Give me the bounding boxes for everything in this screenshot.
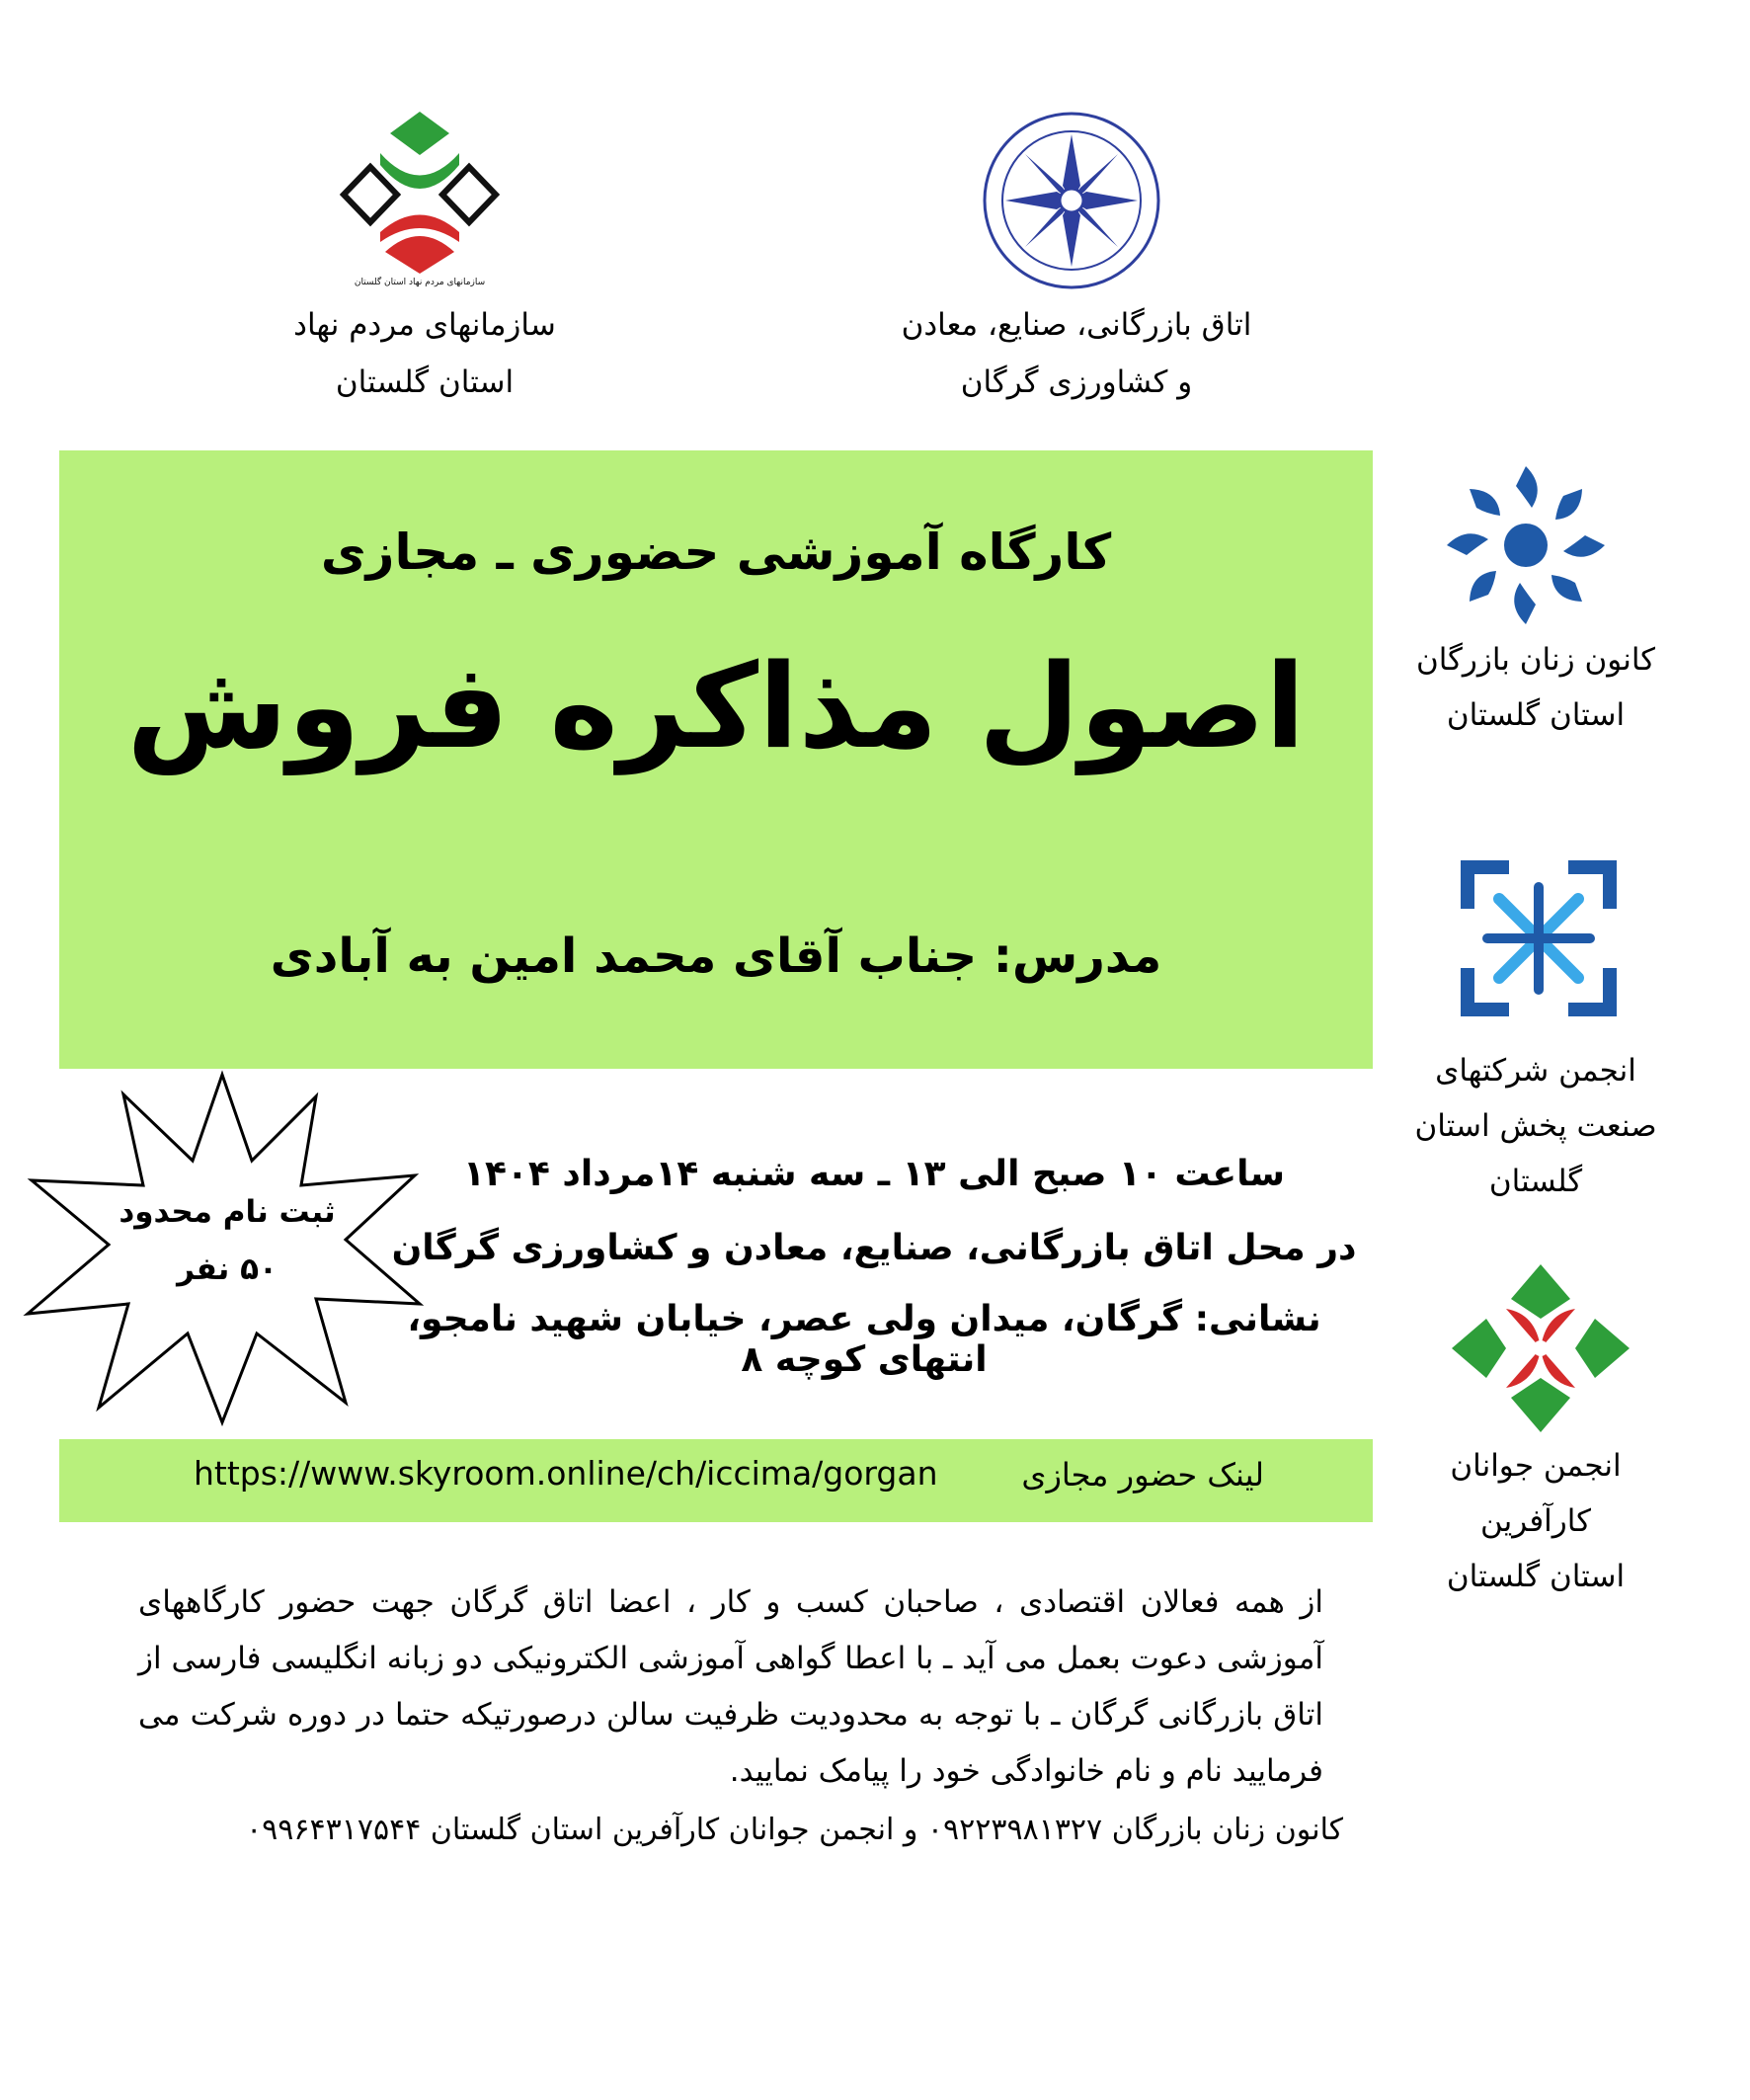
youth-line3: استان گلستان — [1446, 1559, 1626, 1594]
event-venue: در محل اتاق بازرگانی، صنایع، معادن و کشاورزی گرگان — [391, 1228, 1357, 1268]
event-time: ساعت ۱۰ صبح الی ۱۳ ـ سه شنبه ۱۴مرداد ۱۴۰۴ — [462, 1154, 1286, 1194]
women-association-logo — [1437, 456, 1615, 634]
distribution-association-logo — [1460, 859, 1618, 1017]
chamber-compass-icon — [978, 107, 1165, 294]
chamber-caption — [849, 296, 1304, 411]
ngo-caption — [207, 296, 642, 411]
ngo-logo — [326, 104, 514, 291]
ngo-name-line2: استان گلستان — [335, 364, 515, 400]
distribution-line2: صنعت پخش استان — [1414, 1108, 1657, 1144]
youth-association-flower-icon — [1447, 1259, 1634, 1437]
registration-limit — [109, 1183, 346, 1298]
ngo-logo-icon — [326, 104, 514, 291]
chamber-name-line2: و کشاورزی گرگان — [960, 364, 1193, 400]
contact-numbers: کانون زنان بازرگان ۰۹۲۲۳۹۸۱۳۲۷ و انجمن جوانان کارآفرین استان گلستان ۰۹۹۶۴۳۱۷۵۴۴ — [246, 1813, 1343, 1847]
course-title: اصول مذاکره فروش — [126, 638, 1306, 774]
distribution-line1: انجمن شرکتهای — [1435, 1053, 1636, 1089]
chamber-logo — [978, 107, 1165, 294]
distribution-line3: گلستان — [1488, 1164, 1583, 1199]
women-association-sun-icon — [1437, 456, 1615, 634]
instructor-name: مدرس: جناب آقای محمد امین به آبادی — [270, 929, 1162, 984]
youth-association-logo — [1447, 1259, 1634, 1437]
workshop-type: کارگاه آموزشی حضوری ـ مجازی — [320, 524, 1112, 581]
chamber-name-line1: اتاق بازرگانی، صنایع، معادن — [901, 307, 1252, 343]
distribution-association-caption — [1373, 1043, 1699, 1209]
online-link-url[interactable]: https://www.skyroom.online/ch/iccima/gorgan — [194, 1454, 938, 1493]
youth-line2: کارآفرین — [1480, 1503, 1591, 1539]
women-association-line2: استان گلستان — [1446, 697, 1626, 733]
youth-association-caption — [1373, 1438, 1699, 1604]
invitation-paragraph: از همه فعالان اقتصادی ، صاحبان کسب و کار ، اعضا اتاق گرگان جهت حضور کارگاههای آموزشی دعوت بعمل می آید ـ با اعطا گواهی آموزشی الکترونیکی دو زبانه انگلیسی فارسی از اتاق بازرگانی گرگان ـ با توجه به محدودیت ظرفیت سالن درصورتیکه حتما در دوره شرکت می فرمایید نام و نام خانوادگی خود را پیامک نمایید. — [138, 1584, 1323, 1789]
event-address: نشانی: گرگان، میدان ولی عصر، خیابان شهید نامجو، انتهای کوچه ۸ — [407, 1299, 1321, 1380]
distribution-snowflake-icon — [1460, 859, 1618, 1017]
ngo-logo-caption: سازمانهای مردم نهاد استان گلستان — [354, 278, 486, 287]
registration-limit-line2: ۵۰ نفر — [177, 1252, 278, 1287]
women-association-caption — [1373, 632, 1699, 743]
ngo-name-line1: سازمانهای مردم نهاد — [293, 307, 556, 343]
registration-limit-line1: ثبت نام محدود — [119, 1194, 336, 1230]
online-link-label: لینک حضور مجازی — [1021, 1456, 1264, 1494]
women-association-line1: کانون زنان بازرگان — [1415, 642, 1656, 678]
youth-line1: انجمن جوانان — [1450, 1448, 1622, 1484]
